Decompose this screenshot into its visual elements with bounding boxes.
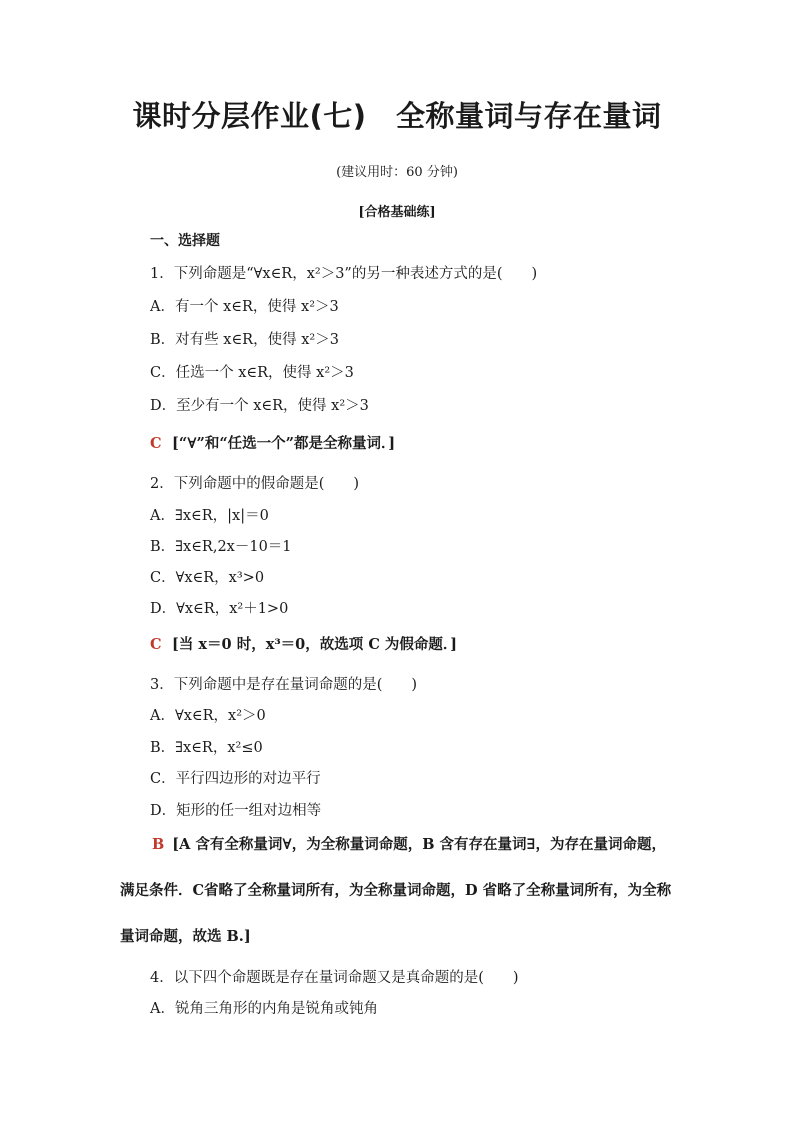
answer-explanation: [A 含有全称量词∀，为全称量词命题，B 含有存在量词∃，为存在量词命题，满足条件．C省略了全称量词所有，为全称量词命题，D 省略了全称量词所有，为全称量词命题，故选 B.] bbox=[120, 836, 672, 945]
page-title: 课时分层作业(七) 全称量词与存在量词 bbox=[132, 99, 662, 133]
question-4-stem: 4．以下四个命题既是存在量词命题又是真命题的是( ) bbox=[150, 970, 519, 986]
question-1-answer bbox=[150, 432, 395, 453]
answer-letter: C bbox=[150, 435, 162, 452]
section-heading: 一、选择题 bbox=[150, 233, 220, 249]
suggested-time: (建议用时：60 分钟) bbox=[336, 165, 458, 180]
question-2-option-d: D．∀x∈R，x²＋1>0 bbox=[150, 601, 289, 617]
question-4-option-a: A．锐角三角形的内角是锐角或钝角 bbox=[150, 1001, 378, 1017]
question-1-option-b: B．对有些 x∈R，使得 x²＞3 bbox=[150, 332, 339, 348]
question-3-option-d: D．矩形的任一组对边相等 bbox=[150, 803, 322, 819]
question-2-option-c: C．∀x∈R，x³>0 bbox=[150, 570, 265, 586]
section-label: [合格基础练] bbox=[358, 205, 436, 220]
question-1-option-a: A．有一个 x∈R，使得 x²＞3 bbox=[150, 299, 339, 315]
answer-explanation: [当 x＝0 时，x³＝0，故选项 C 为假命题．] bbox=[172, 636, 458, 653]
question-2-stem: 2．下列命题中的假命题是( ) bbox=[150, 476, 360, 492]
answer-letter: C bbox=[150, 636, 162, 653]
question-2-answer bbox=[150, 633, 457, 654]
question-2-option-b: B．∃x∈R,2x－10＝1 bbox=[150, 539, 292, 555]
question-1-option-d: D．至少有一个 x∈R，使得 x²＞3 bbox=[150, 398, 369, 414]
answer-explanation: [“∀”和“任选一个”都是全称量词．] bbox=[172, 435, 396, 452]
question-1-option-c: C．任选一个 x∈R，使得 x²＞3 bbox=[150, 365, 354, 381]
question-3-stem: 3．下列命题中是存在量词命题的是( ) bbox=[150, 677, 418, 693]
question-3-option-b: B．∃x∈R，x²≤0 bbox=[150, 740, 263, 756]
answer-letter: B bbox=[152, 836, 165, 853]
question-3-option-a: A．∀x∈R，x²＞0 bbox=[150, 708, 266, 724]
question-3-option-c: C．平行四边形的对边平行 bbox=[150, 771, 321, 787]
question-3-answer bbox=[120, 822, 680, 960]
question-1-stem: 1．下列命题是“∀x∈R，x²＞3”的另一种表述方式的是( ) bbox=[150, 266, 538, 282]
question-2-option-a: A．∃x∈R，|x|＝0 bbox=[150, 508, 269, 524]
